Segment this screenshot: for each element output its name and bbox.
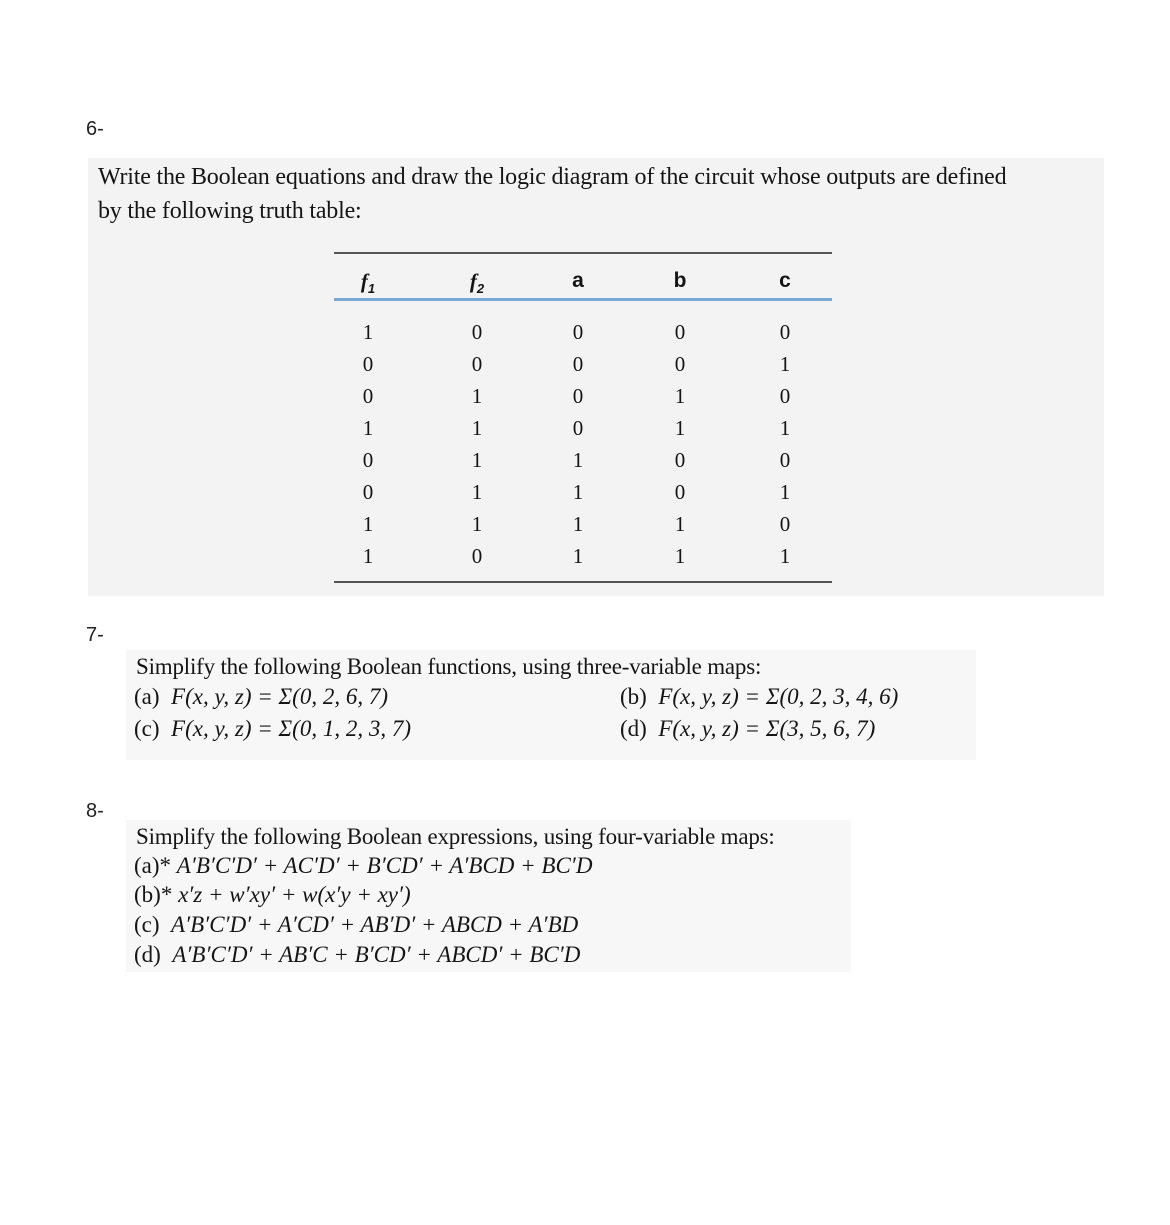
table-cell-c: 0 <box>779 448 791 472</box>
table-cell-f2: 1 <box>471 416 483 440</box>
table-cell-b: 0 <box>674 448 686 472</box>
table-cell-b: 1 <box>674 544 686 568</box>
table-cell-f1: 0 <box>362 480 374 504</box>
table-cell-f2: 0 <box>471 544 483 568</box>
table-header-rule <box>334 298 832 301</box>
question-6-instruction-line-2: by the following truth table: <box>98 198 362 224</box>
column-header-f2: $f_2$ <box>469 269 485 297</box>
table-cell-c: 0 <box>779 320 791 344</box>
question-8-number: 8- <box>86 800 104 822</box>
table-cell-a: 0 <box>572 416 584 440</box>
table-cell-b: 0 <box>674 480 686 504</box>
question-7-panel <box>126 650 976 760</box>
column-header-f1: $f_1$ <box>360 269 376 297</box>
table-cell-f1: 0 <box>362 448 374 472</box>
table-cell-c: 0 <box>779 384 791 408</box>
table-cell-b: 1 <box>674 384 686 408</box>
question-7-item-a: (a) F(x, y, z) = Σ(0, 2, 6, 7) <box>134 684 389 709</box>
table-bottom-rule <box>334 581 832 583</box>
question-8-item-d: (d) A′B′C′D′ + AB′C + B′CD′ + ABCD′ + BC′D <box>134 942 581 967</box>
table-cell-f2: 1 <box>471 512 483 536</box>
table-cell-a: 1 <box>572 512 584 536</box>
question-7-number: 7- <box>86 624 104 646</box>
column-header-c: c <box>779 269 791 292</box>
question-6-number: 6- <box>86 118 104 140</box>
question-8-item-c: (c) A′B′C′D′ + A′CD′ + AB′D′ + ABCD + A′BD <box>134 912 579 937</box>
question-6-panel <box>88 158 1104 596</box>
table-cell-f2: 0 <box>471 320 483 344</box>
column-header-b: b <box>673 269 687 292</box>
table-cell-f2: 1 <box>471 384 483 408</box>
column-header-a: a <box>572 269 584 292</box>
table-top-rule <box>334 252 832 254</box>
question-8-heading: Simplify the following Boolean expressions, using four-variable maps: <box>136 824 775 849</box>
table-cell-f2: 0 <box>471 352 483 376</box>
table-cell-a: 1 <box>572 544 584 568</box>
question-7-item-b: (b) F(x, y, z) = Σ(0, 2, 3, 4, 6) <box>620 684 899 709</box>
table-cell-f1: 0 <box>362 352 374 376</box>
question-8-panel <box>126 820 851 972</box>
table-cell-b: 0 <box>674 320 686 344</box>
question-8-item-b: (b)* x′z + w′xy′ + w(x′y + xy′) <box>134 882 411 907</box>
table-cell-f1: 1 <box>362 544 374 568</box>
table-cell-b: 1 <box>674 416 686 440</box>
table-cell-a: 0 <box>572 352 584 376</box>
table-cell-f1: 1 <box>362 416 374 440</box>
table-cell-f1: 0 <box>362 384 374 408</box>
table-cell-a: 1 <box>572 448 584 472</box>
table-cell-f2: 1 <box>471 448 483 472</box>
table-cell-c: 1 <box>779 480 791 504</box>
table-cell-c: 1 <box>779 416 791 440</box>
table-cell-a: 0 <box>572 384 584 408</box>
question-7-item-d: (d) F(x, y, z) = Σ(3, 5, 6, 7) <box>620 716 876 741</box>
table-cell-f1: 1 <box>362 320 374 344</box>
question-8-item-a: (a)* A′B′C′D′ + AC′D′ + B′CD′ + A′BCD + BC′D <box>134 853 593 878</box>
table-cell-f2: 1 <box>471 480 483 504</box>
table-cell-a: 1 <box>572 480 584 504</box>
table-cell-b: 1 <box>674 512 686 536</box>
question-6-instruction <box>98 160 1098 228</box>
table-cell-c: 0 <box>779 512 791 536</box>
table-cell-c: 1 <box>779 544 791 568</box>
table-cell-f1: 1 <box>362 512 374 536</box>
question-6-instruction-line-1: Write the Boolean equations and draw the logic diagram of the circuit whose outputs are defined <box>98 164 1007 190</box>
table-cell-b: 0 <box>674 352 686 376</box>
question-7-item-c: (c) F(x, y, z) = Σ(0, 1, 2, 3, 7) <box>134 716 412 741</box>
table-cell-a: 0 <box>572 320 584 344</box>
question-7-heading: Simplify the following Boolean functions, using three-variable maps: <box>136 654 762 679</box>
table-cell-c: 1 <box>779 352 791 376</box>
